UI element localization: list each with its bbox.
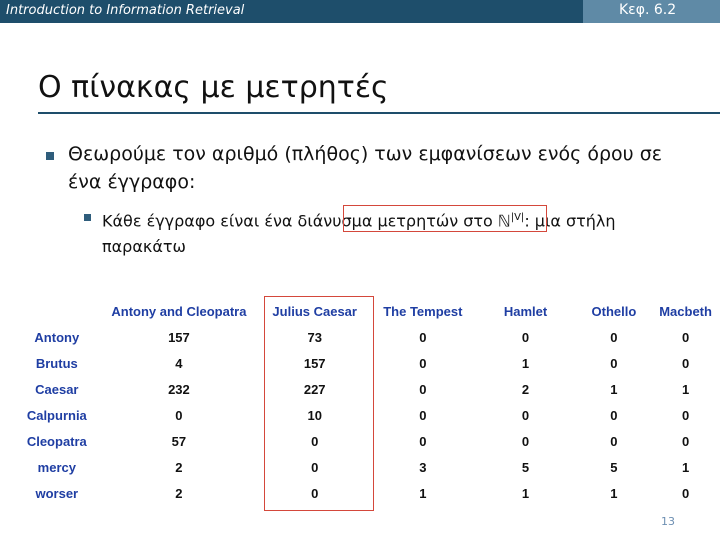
count-cell: 157 — [168, 329, 190, 345]
count-cell: 57 — [171, 433, 187, 449]
count-cell: 0 — [610, 407, 618, 423]
column-header: Macbeth — [659, 303, 712, 319]
count-cell: 1 — [681, 381, 690, 397]
bullet-square-icon — [46, 152, 54, 160]
count-cell: 2 — [175, 485, 183, 501]
count-cell: 1 — [521, 355, 530, 371]
bullet-2-part-a: Κάθε έγγραφο είναι ένα — [102, 211, 298, 231]
count-cell: 0 — [419, 433, 427, 449]
count-cell: 0 — [175, 407, 183, 423]
bullet-1-text: Θεωρούμε τον αριθμό (πλήθος) των εμφανίσεων ενός όρου σε ένα έγγραφο: — [68, 143, 663, 193]
row-term-label: Brutus — [35, 355, 78, 371]
row-term-label: Calpurnia — [26, 407, 87, 423]
bullet-2-highlighted-phrase: διάνυσμα μετρητών — [297, 211, 459, 231]
bullet-2-part-d: : μια στήλη παρακάτω — [102, 211, 616, 257]
count-cell: 73 — [307, 329, 322, 345]
count-cell: 0 — [610, 433, 618, 449]
corner-cell — [14, 298, 100, 324]
column-header: The Tempest — [383, 303, 463, 319]
count-cell: 2 — [521, 381, 530, 397]
chapter-label: Κεφ. 6.2 — [583, 0, 720, 23]
count-cell: 0 — [311, 485, 319, 501]
count-cell: 157 — [303, 355, 326, 371]
row-term-label: Antony — [34, 329, 80, 345]
column-header: Julius Caesar — [272, 303, 357, 319]
count-cell: 0 — [681, 407, 690, 423]
header-bar — [0, 0, 720, 23]
count-cell: 0 — [521, 329, 530, 345]
count-cell: 0 — [419, 381, 427, 397]
count-cell: 4 — [175, 355, 183, 371]
course-title: Introduction to Information Retrieval — [6, 3, 245, 18]
column-header: Othello — [591, 303, 637, 319]
column-header: Hamlet — [503, 303, 548, 319]
count-cell: 3 — [419, 459, 427, 475]
count-cell: 1 — [521, 485, 530, 501]
count-cell: 0 — [681, 355, 690, 371]
count-cell: 1 — [610, 485, 618, 501]
count-cell: 10 — [307, 407, 322, 423]
page-number: 13 — [661, 515, 675, 528]
highlight-box-document-column — [264, 296, 374, 511]
count-cell: 0 — [521, 433, 530, 449]
row-term-label: mercy — [37, 459, 76, 475]
row-term-label: Caesar — [35, 381, 79, 397]
title-divider — [38, 112, 720, 114]
count-cell: 0 — [311, 459, 319, 475]
count-cell: 0 — [311, 433, 319, 449]
highlight-box-count-vector — [343, 205, 547, 232]
count-cell: 1 — [419, 485, 427, 501]
bullet-2-part-c: στο ℕ — [458, 211, 511, 231]
bullet-2-superscript: |V| — [510, 212, 525, 223]
count-cell: 0 — [419, 355, 427, 371]
count-cell: 5 — [521, 459, 530, 475]
count-cell: 0 — [681, 433, 690, 449]
count-cell: 1 — [610, 381, 618, 397]
count-cell: 0 — [681, 329, 690, 345]
count-cell: 227 — [303, 381, 326, 397]
slide-title: Ο πίνακας με μετρητές — [38, 70, 389, 105]
count-cell: 0 — [419, 407, 427, 423]
count-cell: 0 — [419, 329, 427, 345]
row-term-label: Cleopatra — [26, 433, 87, 449]
column-header: Antony and Cleopatra — [111, 303, 247, 319]
count-cell: 232 — [168, 381, 190, 397]
count-cell: 1 — [681, 459, 690, 475]
count-cell: 0 — [610, 329, 618, 345]
row-term-label: worser — [35, 485, 79, 501]
count-cell: 2 — [175, 459, 183, 475]
bullet-square-icon — [84, 214, 91, 221]
count-cell: 5 — [610, 459, 618, 475]
count-cell: 0 — [681, 485, 690, 501]
count-cell: 0 — [610, 355, 618, 371]
count-cell: 0 — [521, 407, 530, 423]
